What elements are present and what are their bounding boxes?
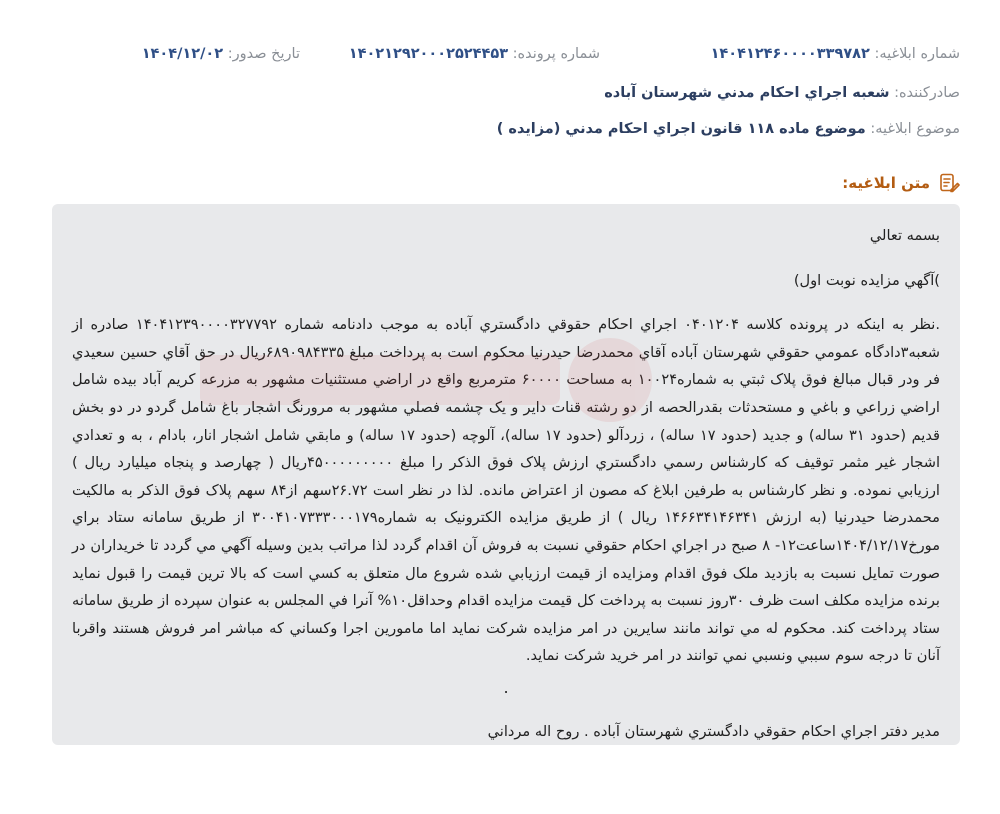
issue-date-label: تاريخ صدور: bbox=[227, 46, 300, 62]
case-number-value: ۱۴۰۲۱۲۹۲۰۰۰۲۵۲۴۴۵۳ bbox=[348, 46, 509, 62]
issue-date-value: ۱۴۰۴/۱۲/۰۲ bbox=[141, 46, 224, 62]
case-number bbox=[349, 46, 600, 62]
notice-number-value: ۱۴۰۴۱۲۴۶۰۰۰۰۳۳۹۷۸۲ bbox=[710, 46, 870, 62]
notice-text-heading bbox=[842, 172, 960, 194]
notice-number bbox=[711, 46, 960, 62]
subject-label: موضوع ابلاغيه: bbox=[870, 121, 960, 137]
issue-date bbox=[142, 46, 300, 62]
salutation: بسمه تعالي bbox=[869, 227, 940, 244]
issuer-label: صادرکننده: bbox=[894, 85, 960, 101]
subject-value: موضوع ماده ۱۱۸ قانون اجراي احکام مدني (مزايده ) bbox=[496, 121, 866, 137]
document-edit-icon bbox=[938, 172, 960, 194]
notice-text-title: متن ابلاغيه: bbox=[842, 174, 930, 192]
separator-dot: . bbox=[503, 677, 509, 697]
subject-row bbox=[40, 121, 960, 137]
notice-body-box bbox=[52, 204, 960, 745]
issuer-value: شعبه اجراي احکام مدني شهرستان آباده bbox=[604, 85, 890, 101]
notice-body-text: .نظر به اينکه در پرونده کلاسه ۰۴۰۱۲۰۴ اجراي احکام حقوقي دادگستري آباده به موجب دادنامه شماره ۱۴۰۴۱۲۳۹۰۰۰۰۳۲۷۷۹۲ صادره از شعبه۳دادگاه عمومي حقوقي شهرستان آباده آقاي محمدرضا حيدرنيا محکوم است به پرداخت مبلغ ۶۸۹۰۹۸۴۳۳۵ريال در حق آقاي حسين سعيدي فر ودر قبال مبالغ فوق پلاک ثبتي به شماره۱۰۰۲۴ به مساحت ۶۰۰۰۰ مترمربع واقع در اراضي مستثنيات مشهور به مزرعه کريم آباد بيده شامل اراضي زراعي و باغي و مستحدثات بقدرالحصه از دو رشته قنات داير و يک چشمه فصلي مشهور به مرورنگ اشجار باغ شامل گردو در دو بخش قديم (حدود ۳۱ ساله) و جديد (حدود ۱۷ ساله) ، زردآلو (حدود ۱۷ ساله)، آلوچه (حدود ۱۷ ساله) و مابقي شامل اشجار انار، بادام ، به و تعدادي اشجار غير مثمر توقيف که کارشناس رسمي دادگستري ارزش پلاک فوق الذکر را مبلغ ۴۵۰۰۰۰۰۰۰۰۰ريال ( چهارصد و پنجاه ميليارد ريال ) ارزيابي نموده. و نظر کارشناس به طرفين ابلاغ که مصون از اعتراض مانده. لذا در نظر است ۲۶.۷۲سهم از۸۴ سهم پلاک فوق الذکر به مالکيت محمدرضا حيدرنيا (به ارزش ۱۴۶۶۳۴۱۴۶۳۴۱ ريال ) از طريق مزايده الکترونيک به شماره۳۰۰۴۱۰۷۳۳۳۰۰۰۱۷۹ از طريق سامانه ستاد براي مورخ۱۴۰۴/۱۲/۱۷ساعت۱۲- ۸ صبح در اجراي احکام حقوقي نسبت به فروش آن اقدام گردد لذا مراتب بدين وسيله آگهي مي گردد تا خريداران در صورت تمايل نسبت به بازديد ملک فوق اقدام ومزايده از قيمت ارزيابي شده شروع مال متعلق به کسي است که بالا ترين قيمت را قبول نمايد برنده مزايده مکلف است ظرف ۳۰روز نسبت به پرداخت کل قيمت مزايده اقدام وحداقل۱۰% آنرا في المجلس به عنوان سپرده از طريق سامانه ستاد پرداخت کند. محکوم له مي تواند مانند سايرين در امر مزايده شرکت نمايد اما مامورين اجرا وکساني که مباشر امر فروش هستند واقربا آنان تا درجه سوم سببي ونسبي نمي توانند در امر خريد شرکت نمايد. bbox=[72, 316, 941, 665]
issuer-row bbox=[40, 85, 960, 101]
signature: مدير دفتر اجراي احکام حقوقي دادگستري شهرستان آباده . روح اله مرداني bbox=[487, 722, 940, 740]
case-number-label: شماره پرونده: bbox=[512, 46, 600, 62]
notice-number-label: شماره ابلاغيه: bbox=[874, 46, 960, 62]
auction-title: )آگهي مزايده نوبت اول) bbox=[793, 271, 940, 289]
